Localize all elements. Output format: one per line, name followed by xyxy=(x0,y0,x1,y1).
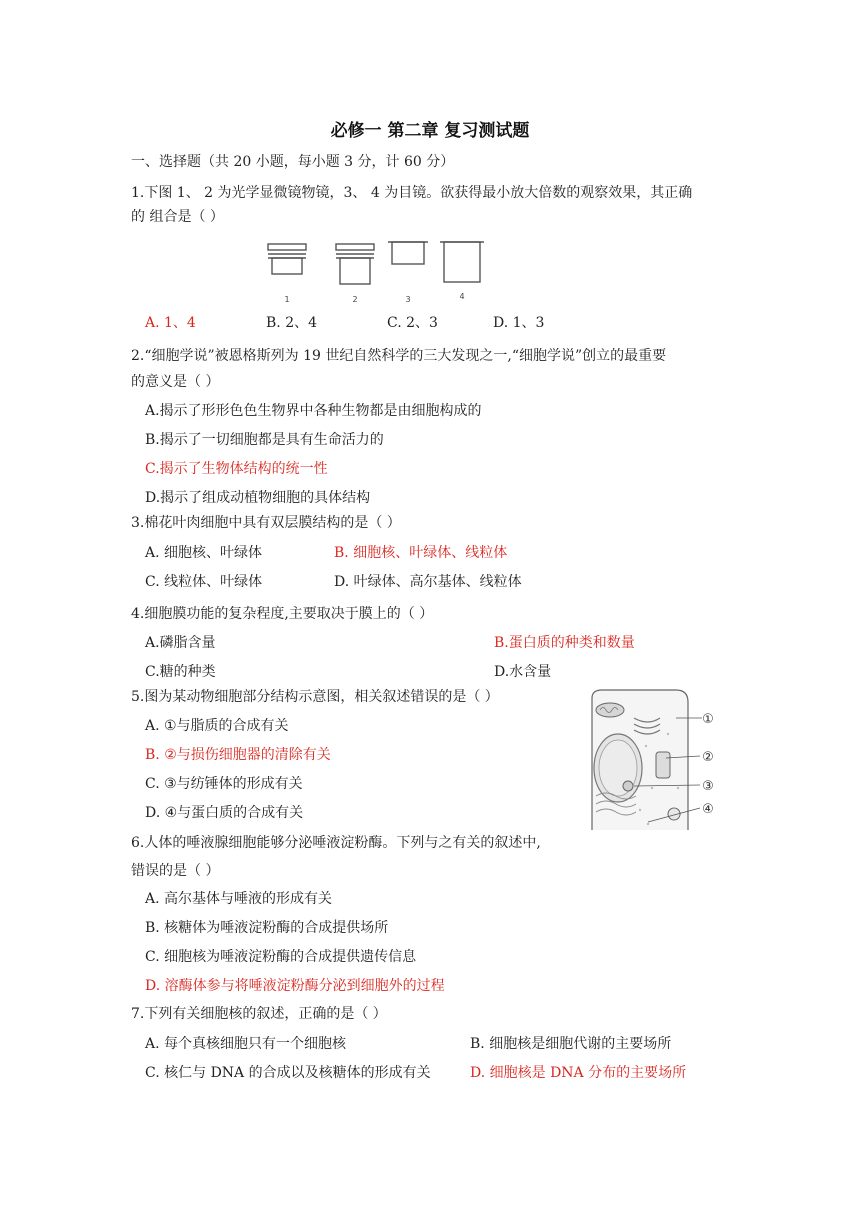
q5-stem: 5.图为某动物细胞部分结构示意图，相关叙述错误的是（ ） xyxy=(131,689,499,705)
q1-option-c: C. 2、3 xyxy=(387,315,438,331)
lens-label-1: 1 xyxy=(284,295,290,304)
objective-lens-1 xyxy=(268,244,306,274)
q3-option-d: D. 叶绿体、高尔基体、线粒体 xyxy=(334,574,522,590)
q3-option-b: B. 细胞核、叶绿体、线粒体 xyxy=(334,545,508,561)
q2-option-a: A.揭示了形形色色生物界中各种生物都是由细胞构成的 xyxy=(145,403,482,419)
q5-option-b: B. ②与损伤细胞器的清除有关 xyxy=(145,747,331,763)
cell-label-2: ② xyxy=(702,750,714,765)
q7-option-c: C. 核仁与 DNA 的合成以及核糖体的形成有关 xyxy=(145,1065,431,1081)
section-heading: 一、选择题（共 20 小题，每小题 3 分，计 60 分） xyxy=(131,154,455,170)
q2-option-d: D.揭示了组成动植物细胞的具体结构 xyxy=(145,490,371,506)
q4-option-a: A.磷脂含量 xyxy=(145,635,216,651)
animal-cell-figure xyxy=(588,688,722,832)
cell-label-3: ③ xyxy=(702,779,714,794)
q2-stem-line1: 2.“细胞学说”被恩格斯列为 19 世纪自然科学的三大发现之一,“细胞学说”创立的最重要 xyxy=(131,348,667,364)
q4-option-b: B.蛋白质的种类和数量 xyxy=(494,635,635,651)
q1-option-a: A. 1、4 xyxy=(145,315,196,331)
q6-option-a: A. 高尔基体与唾液的形成有关 xyxy=(145,891,333,907)
q5-option-a: A. ①与脂质的合成有关 xyxy=(145,718,289,734)
q5-option-c: C. ③与纺锤体的形成有关 xyxy=(145,776,303,792)
page-title: 必修一 第二章 复习测试题 xyxy=(330,121,530,141)
cell-label-1: ① xyxy=(702,712,714,727)
objective-lens-2 xyxy=(336,244,374,284)
q4-stem: 4.细胞膜功能的复杂程度,主要取决于膜上的（ ） xyxy=(131,606,434,622)
q6-option-b: B. 核糖体为唾液淀粉酶的合成提供场所 xyxy=(145,920,389,936)
lens-label-3: 3 xyxy=(405,295,411,304)
q6-stem-line2: 错误的是（ ） xyxy=(131,863,220,879)
q1-stem-line1: 1.下图 1、 2 为光学显微镜物镜，3、 4 为目镜。欲获得最小放大倍数的观察效果，其正确 xyxy=(131,185,693,201)
q4-option-c: C.糖的种类 xyxy=(145,664,216,680)
microscope-lens-figure xyxy=(258,236,498,308)
cell-label-4: ④ xyxy=(702,802,714,817)
eyepiece-lens-4 xyxy=(440,242,484,282)
lysosome-shape xyxy=(656,752,670,778)
q7-option-d: D. 细胞核是 DNA 分布的主要场所 xyxy=(470,1065,687,1081)
q7-option-a: A. 每个真核细胞只有一个细胞核 xyxy=(145,1036,347,1052)
lens-label-2: 2 xyxy=(352,295,358,304)
q2-option-b: B.揭示了一切细胞都是具有生命活力的 xyxy=(145,432,384,448)
q6-option-c: C. 细胞核为唾液淀粉酶的合成提供遗传信息 xyxy=(145,949,417,965)
centrosome-shape xyxy=(623,781,633,791)
q3-stem: 3.棉花叶肉细胞中具有双层膜结构的是（ ） xyxy=(131,515,401,531)
q7-stem: 7.下列有关细胞核的叙述，正确的是（ ） xyxy=(131,1006,387,1022)
q1-stem-line2: 的 组合是（ ） xyxy=(131,209,224,225)
lens-label-4: 4 xyxy=(459,292,465,301)
q3-option-a: A. 细胞核、叶绿体 xyxy=(145,545,263,561)
q3-option-c: C. 线粒体、叶绿体 xyxy=(145,574,263,590)
q1-option-d: D. 1、3 xyxy=(493,315,545,331)
q6-stem-line1: 6.人体的唾液腺细胞能够分泌唾液淀粉酶。下列与之有关的叙述中, xyxy=(131,835,541,851)
q4-option-d: D.水含量 xyxy=(494,664,552,680)
q1-option-b: B. 2、4 xyxy=(266,315,318,331)
q2-stem-line2: 的意义是（ ） xyxy=(131,374,220,390)
q2-option-c: C.揭示了生物体结构的统一性 xyxy=(145,461,328,477)
eyepiece-lens-3 xyxy=(388,242,428,264)
q6-option-d: D. 溶酶体参与将唾液淀粉酶分泌到细胞外的过程 xyxy=(145,978,445,994)
q7-option-b: B. 细胞核是细胞代谢的主要场所 xyxy=(470,1036,672,1052)
q5-option-d: D. ④与蛋白质的合成有关 xyxy=(145,805,304,821)
